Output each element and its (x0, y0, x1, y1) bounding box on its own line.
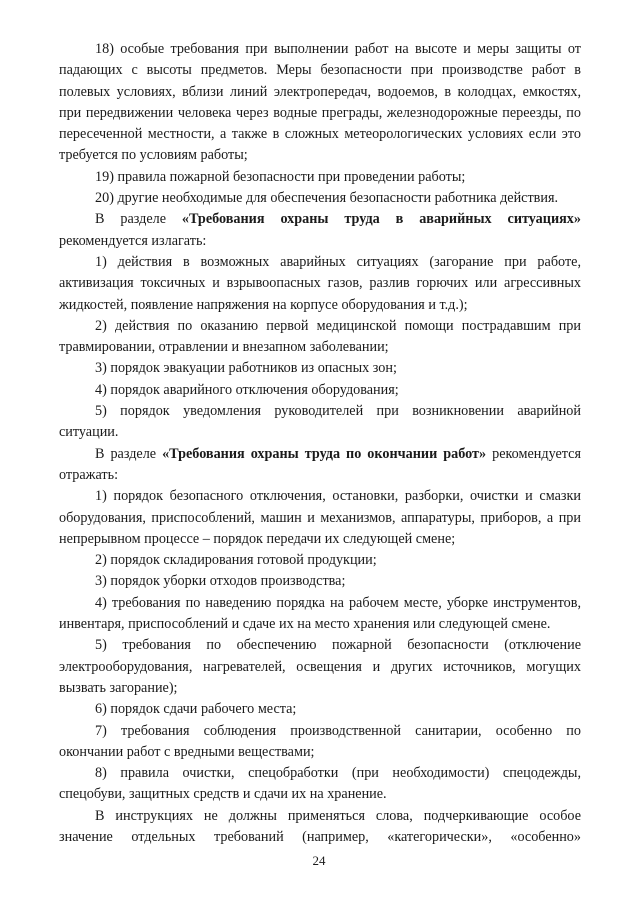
completion-item-5: 5) требования по обеспечению пожарной безопасности (отключение электрооборудования, нагревателей, освещения и других источников, могущих вызвать загорание); (59, 637, 581, 696)
completion-item-4: 4) требования по наведению порядка на рабочем месте, уборке инструментов, инвентаря, приспособлений и сдаче их на место хранения или следующей смене. (59, 594, 581, 633)
section-completion-prefix: В разделе (95, 445, 163, 462)
paragraph-item-20: 20) другие необходимые для обеспечения безопасности работника действия. (95, 190, 559, 207)
completion-item-8: 8) правила очистки, спецобработки (при необходимости) спецодежды, спецобуви, защитных средств и сдачи их на хранение. (59, 765, 581, 803)
emergency-item-5: 5) порядок уведомления руководителей при возникновении аварийной ситуации. (59, 403, 581, 441)
section-emergency-suffix: рекомендуется излагать: (59, 232, 207, 249)
emergency-item-3: 3) порядок эвакуации работников из опасных зон; (95, 360, 397, 377)
completion-item-1: 1) порядок безопасного отключения, остановки, разборки, очистки и смазки оборудования, приспособлений, машин и механизмов, аппаратуры, приборов, а при непрерывном процессе – порядок передачи их следующей смене; (59, 488, 581, 547)
paragraph-item-18: 18) особые требования при выполнении работ на высоте и меры защиты от падающих с высоты предметов. Меры безопасности при производстве работ в полевых условиях, вблизи линий электропередач, водоемов, в колодцах, емкостях, при передвижении человека через водные преграды, железнодорожные переезды, по пересеченной местности, а также в сложных метеорологических условиях если это требуется по условиям работы; (59, 41, 581, 164)
section-emergency-prefix: В разделе (95, 211, 182, 228)
completion-item-6: 6) порядок сдачи рабочего места; (95, 701, 297, 718)
paragraph-item-19: 19) правила пожарной безопасности при проведении работы; (95, 168, 466, 185)
section-completion-intro (59, 444, 581, 487)
section-completion-suffix: рекомендуется отражать: (59, 445, 581, 483)
section-completion-title: «Требования охраны труда по окончании работ» (162, 445, 487, 462)
emergency-item-1: 1) действия в возможных аварийных ситуациях (загорание при работе, активизация токсичных и взрывоопасных газов, разлив горючих или агрессивных жидкостей, появление напряжения на корпусе оборудования и т.д.); (59, 253, 581, 313)
emergency-item-4: 4) порядок аварийного отключения оборудования; (95, 381, 399, 398)
completion-item-2: 2) порядок складирования готовой продукции; (95, 552, 377, 569)
closing-paragraph: В инструкциях не должны применяться слова, подчеркивающие особое значение отдельных требований (например, «категорически», «особенно» (59, 807, 581, 845)
emergency-item-2: 2) действия по оказанию первой медицинской помощи пострадавшим при травмировании, отравлении и внезапном заболевании; (59, 317, 581, 356)
completion-item-7: 7) требования соблюдения производственной санитарии, особенно по окончании работ с вредными веществами; (59, 722, 581, 760)
section-emergency-title: «Требования охраны труда в аварийных ситуациях» (181, 211, 581, 228)
section-emergency-intro (59, 209, 581, 252)
document-page (59, 39, 581, 848)
completion-item-3: 3) порядок уборки отходов производства; (95, 573, 346, 590)
page-number: 24 (312, 853, 326, 868)
